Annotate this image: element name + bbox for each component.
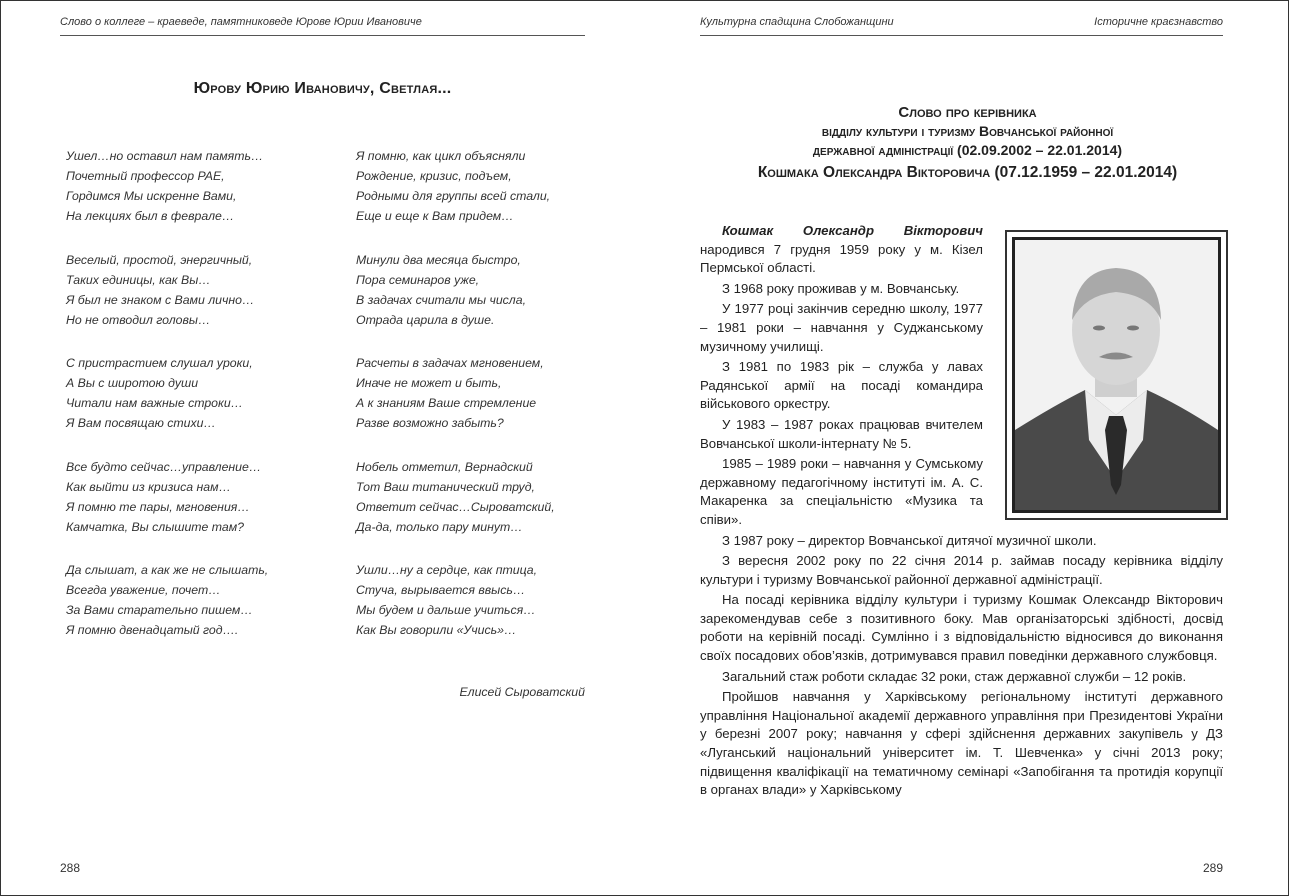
poem-line: Родными для группы всей стали,: [356, 189, 551, 203]
poem-line: На лекциях был в феврале…: [66, 209, 235, 223]
paragraph: З 1987 року – директор Вовчанської дитячої музичної школи.: [722, 532, 1097, 548]
paragraph: У 1977 році закінчив середню школу, 1977 – 1981 роки – навчання у Суджанському музичному училищі.: [700, 301, 983, 354]
paragraph: 1985 – 1989 роки – навчання у Сумському державному педагогічному інституті ім. А. С. Макаренка за спеціальністю «Музика та співи».: [700, 456, 983, 527]
stanza: [356, 457, 555, 537]
paragraph: З вересня 2002 року по 22 січня 2014 р. займав посаду керівника відділу культури і туризму Вовчанської районної державної адміністрації.: [700, 553, 1223, 587]
poem-signature: Елисей Сыроватский: [459, 685, 585, 699]
poem-line: Ответит сейчас…Сыроватский,: [356, 499, 555, 514]
title-line: державної адміністрації (02.09.2002 – 22.01.2014): [812, 142, 1123, 158]
poem-line: В задачах считали мы числа,: [356, 292, 526, 307]
stanza: [356, 560, 555, 640]
poem-title: Юрову Юрию Ивановичу, Светлая...: [193, 80, 452, 97]
poem-line: Иначе не может и быть,: [356, 376, 502, 390]
portrait-photo: [1012, 237, 1221, 513]
poem-line: Читали нам важные строки…: [66, 396, 243, 410]
stanza: [66, 250, 268, 330]
poem-line: Стуча, вырывается ввысь…: [356, 583, 526, 597]
poem-line: Гордимся Мы искренне Вами,: [66, 189, 237, 203]
stanza: [66, 353, 268, 433]
poem-line: Расчеты в задачах мгновением,: [356, 356, 544, 370]
running-head-left: Слово о коллеге – краеведе, памятниковеде Юрове Юрии Ивановиче: [60, 16, 422, 28]
header-rule: [700, 35, 1223, 36]
poem-line: С пристрастием слушал уроки,: [66, 356, 253, 370]
portrait-icon: [1015, 240, 1218, 510]
lead-name: Кошмак Олександр Вікторович: [722, 223, 983, 238]
poem-line: Да-да, только пару минут…: [356, 519, 523, 534]
poem-line: Я был не знаком с Вами лично…: [66, 292, 255, 307]
poem-line: Нобель отметил, Вернадский: [356, 459, 533, 474]
page-number-left: 288: [60, 861, 81, 875]
paragraph: З 1968 року проживав у м. Вовчанську.: [722, 280, 960, 296]
poem-line: Но не отводил головы…: [66, 312, 211, 327]
article-title: [700, 103, 1235, 184]
poem-line: Я помню те пары, мгновения…: [66, 499, 250, 514]
poem-line: Я Вам посвящаю стихи…: [66, 416, 216, 430]
poem-column-right: [356, 146, 555, 664]
poem-line: Тот Ваш титанический труд,: [356, 479, 535, 494]
paragraph: Загальний стаж роботи складає 32 роки, стаж державної служби – 12 років.: [722, 668, 1187, 684]
paragraph: У 1983 – 1987 роках працював вчителем Вовчанської школи-інтернату № 5.: [700, 416, 983, 451]
poem-line: Минули два месяца быстро,: [356, 252, 521, 267]
poem-line: Камчатка, Вы слышите там?: [66, 519, 244, 534]
poem-line: Разве возможно забыть?: [356, 416, 504, 430]
poem-line: Ушли…ну а сердце, как птица,: [356, 563, 538, 577]
poem-line: Почетный профессор РАЕ,: [66, 169, 225, 183]
poem-line: Я помню двенадцатый год….: [66, 623, 239, 637]
poem-line: А Вы с широтою души: [66, 376, 199, 390]
stanza: [356, 250, 555, 330]
poem-line: Да слышат, а как же не слышать,: [66, 563, 269, 577]
poem-line: Как выйти из кризиса нам…: [66, 479, 231, 494]
portrait-frame: [1005, 230, 1228, 520]
running-head-right: Історичне краєзнавство: [1094, 16, 1223, 28]
poem-line: Пора семинаров уже,: [356, 272, 480, 287]
stanza: [66, 146, 268, 226]
running-head-left: Культурна спадщина Слобожанщини: [700, 16, 894, 28]
stanza: [356, 146, 555, 226]
poem-line: Я помню, как цикл объясняли: [356, 149, 526, 163]
poem-line: Как Вы говорили «Учись»…: [356, 623, 517, 637]
header-rule: [60, 35, 585, 36]
stanza: [356, 353, 555, 433]
poem-line: Еще и еще к Вам придем…: [356, 209, 514, 223]
stanza: [66, 457, 268, 537]
paragraph: На посаді керівника відділу культури і туризму Кошмак Олександр Вікторович зарекомендував себе з позитивного боку. Мав організаторські здібності, досвід роботи на керівній посаді. Сумлінно і з відповідальністю відносився до виконання своїх посадових обов’язків, дотримувався правил поведінки державного службовця.: [700, 592, 1223, 664]
title-name: Кошмака Олександра Вікторовича (07.12.1959 – 22.01.2014): [757, 164, 1178, 181]
poem-line: Всегда уважение, почет…: [66, 583, 221, 597]
poem-line: За Вами старательно пишем…: [66, 603, 253, 617]
poem-line: Рождение, кризис, подъем,: [356, 169, 512, 183]
poem-line: Все будто сейчас…управление…: [66, 459, 262, 474]
paragraph: З 1981 по 1983 рік – служба у лавах Радянської армії на посаді командира військового оркестру.: [700, 359, 983, 412]
title-line: Слово про керівника: [898, 104, 1037, 121]
title-line: відділу культури і туризму Вовчанської районної: [821, 123, 1114, 139]
page-number-right: 289: [1202, 861, 1223, 875]
poem-line: Веселый, простой, энергичный,: [66, 252, 253, 267]
poem-line: А к знаниям Ваше стремление: [356, 396, 537, 410]
poem-line: Таких единицы, как Вы…: [66, 272, 211, 287]
poem-column-left: [66, 146, 268, 664]
poem-line: Ушел…но оставил нам память…: [66, 149, 264, 163]
paragraph: Кошмак Олександр Вікторович народився 7 грудня 1959 року у м. Кізел Пермської області.: [700, 223, 983, 276]
paragraph: Пройшов навчання у Харківському регіональному інституті державного управління Національної академії державного управління при Президентові України у березні 2007 року; навчання у сфері здійснення державних закупівель у ДЗ «Луганський національний університет ім. Т. Шевченка» у січні 2013 року; підвищення кваліфікації на тематичному семінарі «Запобігання та протидія корупції в органах влади» у Харківському: [700, 689, 1223, 798]
stanza: [66, 560, 268, 640]
poem-line: Мы будем и дальше учиться…: [356, 603, 536, 617]
poem-line: Отрада царила в душе.: [356, 312, 495, 327]
